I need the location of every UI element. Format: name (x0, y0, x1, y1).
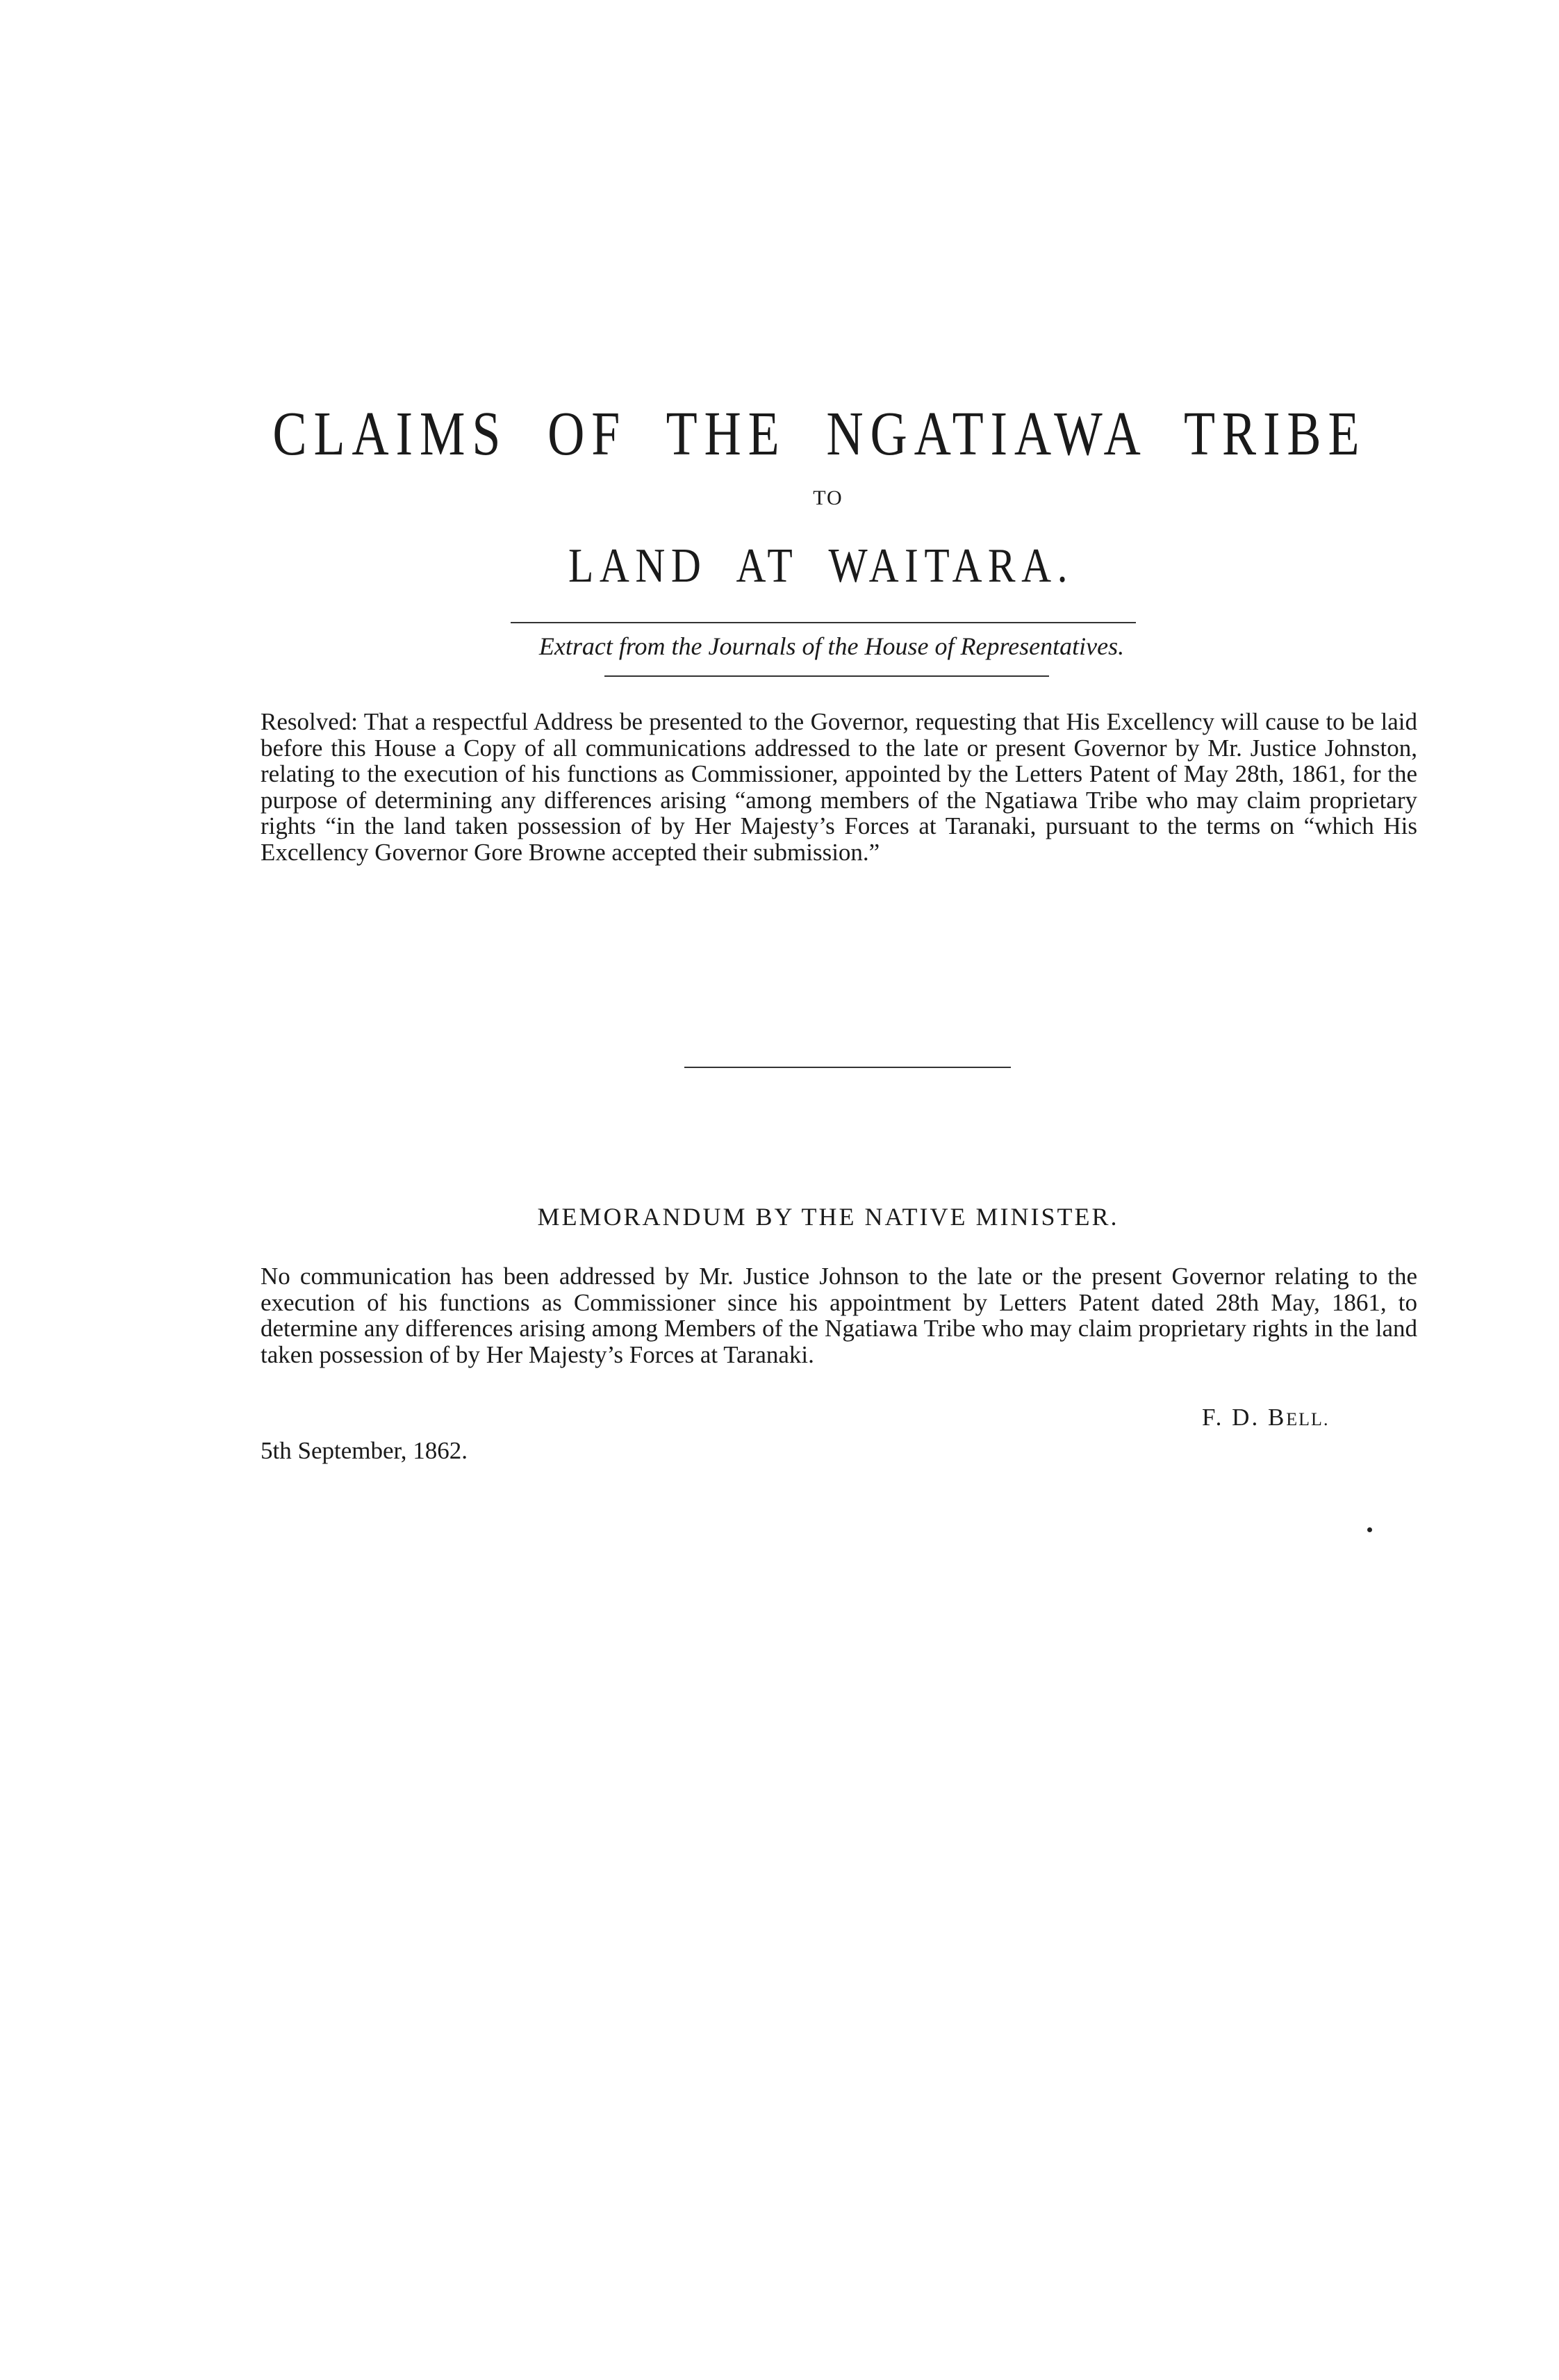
extract-bottom-rule (604, 675, 1049, 677)
memorandum-text: No communication has been addressed by Mr. Justice Johnson to the late or the present Governor relating to the execution of his functions as Commissioner since his appointment by Letters Patent dated 28th May, 1861, to determine any differences arising among Members of the Ngatiawa Tribe who may claim proprietary rights in the land taken possession of by Her Majesty’s Forces at Taranaki. (261, 1263, 1417, 1368)
memorandum-heading: MEMORANDUM BY THE NATIVE MINISTER. (537, 1203, 1119, 1231)
signature-surname-rest: ELL. (1286, 1409, 1330, 1429)
document-subtitle: LAND AT WAITARA. (568, 539, 1073, 593)
memorandum-date: 5th September, 1862. (261, 1437, 468, 1464)
resolution-paragraph (261, 709, 1417, 865)
memorandum-paragraph (261, 1263, 1417, 1368)
section-divider (684, 1067, 1011, 1068)
extract-top-rule (511, 622, 1136, 623)
signature-initials: F. D. B (1202, 1404, 1287, 1431)
title-connector: TO (813, 486, 843, 509)
document-title: CLAIMS OF THE NGATIAWA TRIBE (272, 400, 1367, 468)
extract-caption: Extract from the Journals of the House of Representatives. (538, 632, 1125, 660)
signature (1202, 1404, 1329, 1431)
ink-speck (1367, 1527, 1372, 1532)
resolution-text: Resolved: That a respectful Address be presented to the Governor, requesting that His Excellency will cause to be laid before this House a Copy of all communications addressed to the late or present Governor by Mr. Justice Johnston, relating to the execution of his functions as Commissioner, appointed by the Letters Patent of May 28th, 1861, for the purpose of determining any differences arising “among members of the Ngatiawa Tribe who may claim proprietary rights “in the land taken possession of by Her Majesty’s Forces at Taranaki, pursuant to the terms on “which His Excellency Governor Gore Browne accepted their submission.” (261, 708, 1417, 866)
